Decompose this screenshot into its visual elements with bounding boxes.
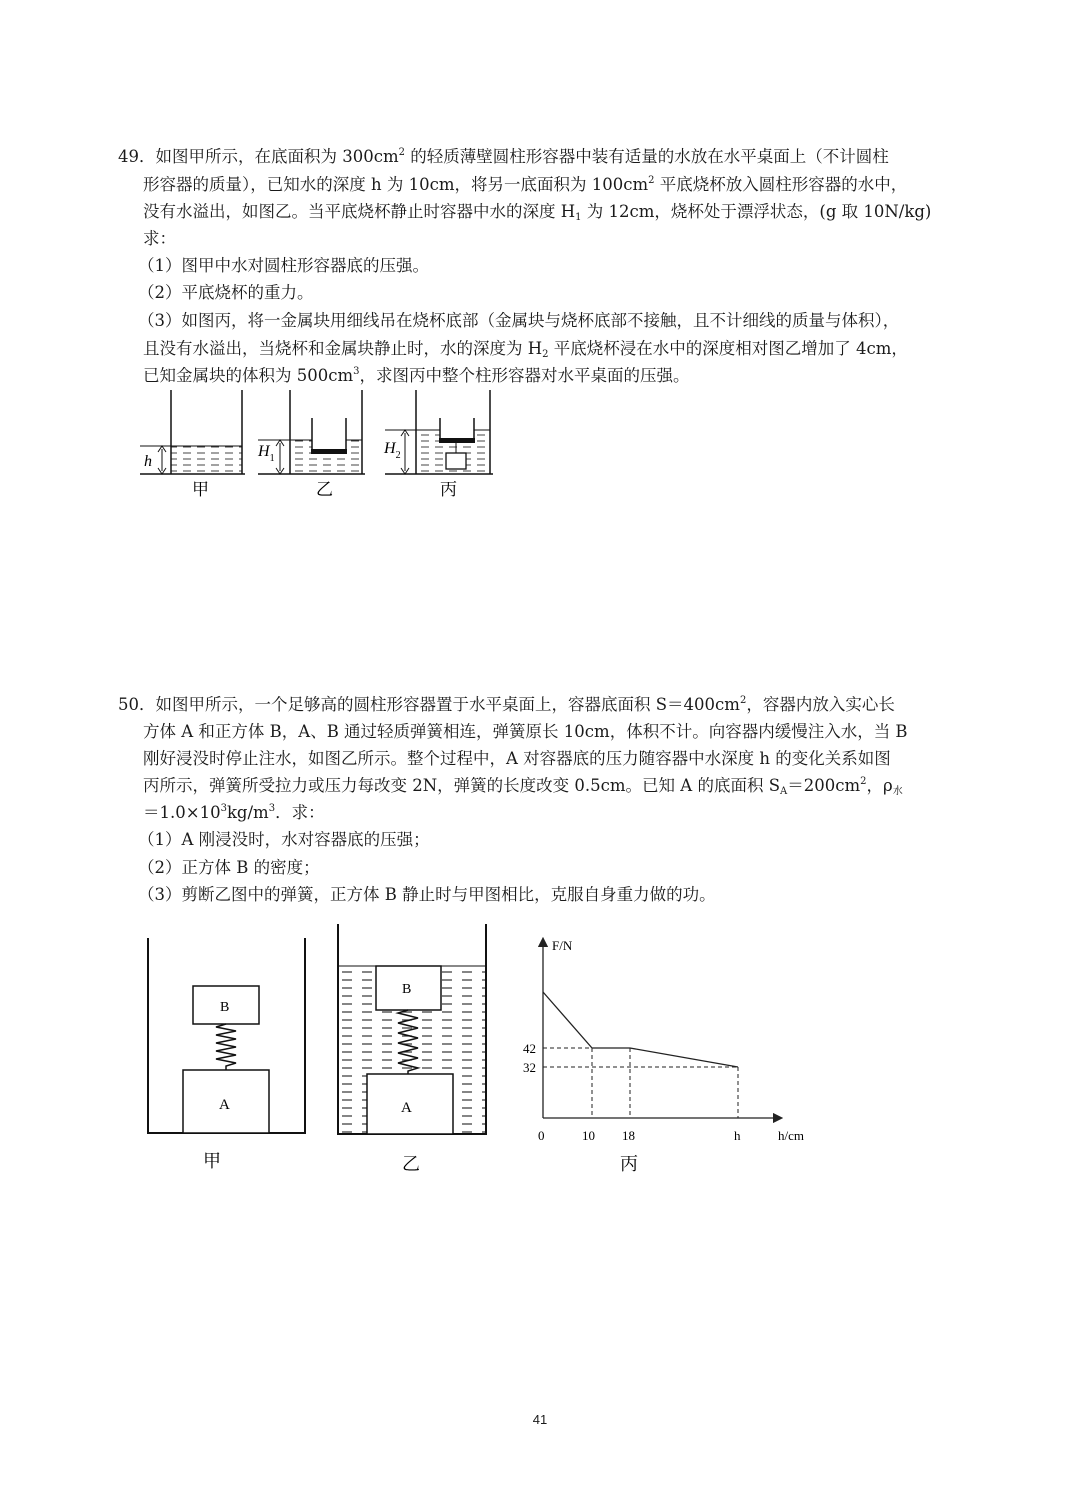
- water-fill: [171, 446, 242, 474]
- label-h: h: [144, 453, 152, 470]
- q49-text: 如图甲所示，在底面积为 300cm: [155, 147, 399, 166]
- subscript: 水: [892, 786, 903, 797]
- q49-figure-bing: [383, 390, 493, 499]
- series-line: [543, 992, 738, 1067]
- subscript: 2: [542, 349, 549, 360]
- label-B: B: [220, 1000, 230, 1015]
- q49-part-1: （1）图甲中水对圆柱形容器底的压强。: [138, 256, 429, 275]
- beaker-interior: [440, 390, 474, 441]
- superscript: 2: [739, 695, 747, 706]
- caption-yi: 乙: [402, 1154, 420, 1174]
- superscript: 3: [220, 803, 227, 814]
- label-A: A: [401, 1100, 412, 1116]
- x-tick-label-18: 18: [622, 1128, 635, 1143]
- q50-number: 50．: [118, 695, 156, 714]
- label-A: A: [219, 1097, 230, 1113]
- label-H-text: H: [258, 443, 270, 460]
- superscript: 3: [353, 366, 360, 377]
- label-H1: [257, 443, 275, 464]
- q50-line-2: 方体 A 和正方体 B，A、B 通过轻质弹簧相连，弹簧原长 10cm，体积不计。向容器内缓慢注入水，当 B: [143, 722, 908, 741]
- superscript: 2: [648, 175, 655, 186]
- q50-figure-yi: [337, 924, 487, 1174]
- q50-line-3: 刚好浸没时停止注水，如图乙所示。整个过程中，A 对容器底的压力随容器中水深度 h 的变化关系如图: [143, 749, 891, 768]
- caption-bing: 丙: [440, 480, 457, 499]
- caption-yi: 乙: [316, 480, 333, 499]
- x-axis-label: h/cm: [778, 1128, 804, 1143]
- q49-text: 平底烧杯浸在水中的深度相对图乙增加了 4cm，: [548, 339, 908, 358]
- q50-part-3: （3）剪断乙图中的弹簧，正方体 B 静止时与甲图相比，克服自身重力做的功。: [138, 885, 716, 904]
- q50-text: 如图甲所示，一个足够高的圆柱形容器置于水平桌面上，容器底面积 S＝400cm: [155, 695, 740, 714]
- subscript: A: [780, 786, 788, 797]
- label-H2: [383, 440, 401, 461]
- q50-text: kg/m: [226, 803, 269, 822]
- y-tick-label-42: 42: [523, 1041, 536, 1056]
- q50-text: 丙所示，弹簧所受拉力或压力每改变 2N，弹簧的长度改变 0.5cm。已知 A 的底面积 S: [143, 776, 781, 795]
- q50-part-2: （2）正方体 B 的密度；: [138, 858, 320, 877]
- q49-text: 且没有水溢出，当烧杯和金属块静止时，水的深度为 H: [143, 339, 543, 358]
- q50-text: ．求：: [275, 803, 325, 822]
- subscript: 1: [575, 212, 582, 223]
- superscript: 3: [268, 803, 276, 814]
- q49-text: 平底烧杯放入圆柱形容器的水中，: [654, 175, 908, 194]
- superscript: 2: [860, 776, 867, 787]
- q49-text: 的轻质薄壁圆柱形容器中装有适量的水放在水平桌面上（不计圆柱: [405, 147, 889, 166]
- y-axis-label: F/N: [552, 938, 573, 953]
- q49-text: 没有水溢出，如图乙。当平底烧杯静止时容器中水的深度 H: [143, 202, 576, 221]
- q49-number: 49．: [118, 147, 156, 166]
- caption-jia: 甲: [203, 1151, 221, 1171]
- q50-figure-jia: [147, 938, 306, 1171]
- q49-text: ，求图丙中整个柱形容器对水平桌面的压强。: [359, 366, 690, 385]
- q49-part-2: （2）平底烧杯的重力。: [138, 283, 314, 302]
- q50-graph: [523, 938, 804, 1174]
- q50-text: ＝1.0×10: [143, 803, 221, 822]
- q49-text: 已知金属块的体积为 500cm: [143, 366, 354, 385]
- page-number: 41: [532, 1412, 548, 1427]
- superscript: 2: [398, 147, 406, 158]
- x-tick-label-h: h: [734, 1128, 741, 1143]
- q50-part-1: （1）A 刚浸没时，水对容器底的压强；: [138, 830, 430, 849]
- q50-text: ，容器内放入实心长: [746, 695, 895, 714]
- x-tick-label-0: 0: [538, 1128, 545, 1143]
- q49-figure-jia: [140, 390, 245, 499]
- label-B: B: [402, 982, 412, 997]
- beaker-interior: [312, 390, 346, 453]
- spring: [216, 1024, 236, 1070]
- x-tick-label-10: 10: [582, 1128, 595, 1143]
- label-subscript: 2: [395, 450, 401, 461]
- label-H-text: H: [384, 440, 396, 457]
- q50-text: ，ρ: [866, 776, 893, 795]
- y-tick-label-32: 32: [523, 1060, 536, 1075]
- beaker-bottom: [311, 449, 347, 454]
- q49-text: 为 12cm，烧杯处于漂浮状态，(g 取 10N/kg): [581, 202, 932, 221]
- beaker-bottom: [439, 438, 475, 443]
- q49-part-3: （3）如图丙，将一金属块用细线吊在烧杯底部（金属块与烧杯底部不接触，且不计细线的质量与体积），: [138, 311, 900, 330]
- q50-text: ＝200cm: [787, 776, 861, 795]
- q49-text: 形容器的质量），已知水的深度 h 为 10cm，将另一底面积为 100cm: [143, 175, 649, 194]
- q49-line-4: 求：: [143, 229, 176, 248]
- metal-block: [446, 453, 466, 469]
- caption-jia: 甲: [192, 480, 209, 499]
- q49-figure-yi: [257, 390, 365, 499]
- caption-bing: 丙: [620, 1154, 638, 1174]
- label-subscript: 1: [269, 453, 275, 464]
